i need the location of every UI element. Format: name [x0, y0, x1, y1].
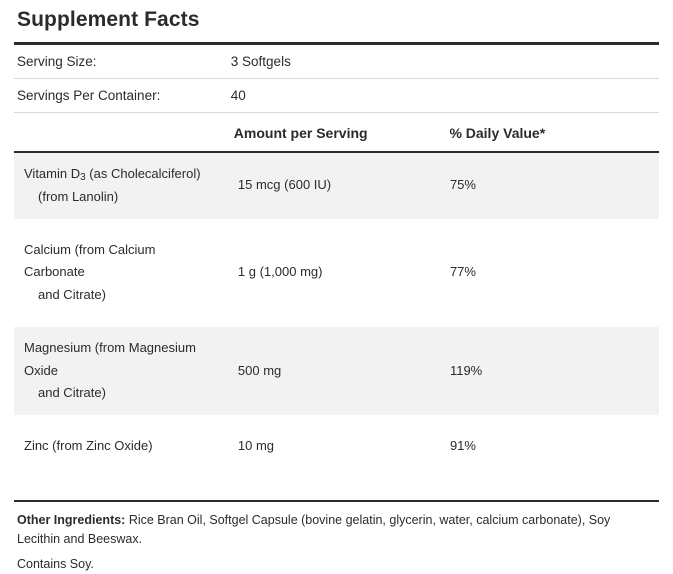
row-gap [14, 219, 659, 229]
column-header-name [14, 113, 231, 151]
nutrient-name [14, 229, 238, 317]
nutrients-table [14, 153, 659, 468]
nutrient-name-line: Carbonate [24, 264, 85, 280]
footer-section [14, 502, 659, 574]
nutrient-daily-value: 75% [449, 177, 476, 193]
nutrient-name-line: Oxide [24, 362, 58, 378]
column-header-row [14, 113, 659, 151]
table-row [14, 79, 659, 112]
row-gap [14, 317, 659, 327]
other-ingredients [17, 511, 656, 550]
servings-per-container-spacer [446, 79, 659, 112]
serving-size-spacer [446, 45, 659, 78]
subscript: 3 [80, 172, 86, 183]
nutrient-name-line: (from Lanolin) [38, 188, 119, 204]
other-ingredients-label: Other Ingredients: [17, 512, 126, 527]
nutrient-daily-value: 91% [449, 438, 476, 453]
row-gap [14, 415, 659, 425]
nutrient-amount: 500 mg [237, 362, 282, 378]
nutrient-name-line: Zinc (from Zinc Oxide) [24, 438, 153, 453]
page-title: Supplement Facts [17, 8, 200, 31]
nutrient-daily-value: 119% [449, 362, 483, 378]
serving-size-label: Serving Size: [17, 54, 97, 69]
footer-gap [14, 468, 659, 500]
nutrient-name-line: and Citrate) [38, 287, 106, 302]
table-row [14, 229, 659, 317]
other-ingredients-text: Rice Bran Oil, Softgel Capsule (bovine gelatin, glycerin, water, calcium carbonate), Soy Lecithin and Beeswax. [17, 512, 611, 547]
table-row [14, 327, 659, 415]
allergen-statement: Contains Soy. [17, 556, 94, 571]
servings-per-container-value: 40 [230, 88, 246, 103]
nutrient-amount: 15 mcg (600 IU) [237, 177, 332, 193]
nutrient-name [14, 425, 238, 468]
table-row [14, 45, 659, 78]
column-header-amount: Amount per Serving [233, 125, 368, 141]
nutrient-name-line: Calcium (from Calcium [24, 241, 156, 257]
nutrient-amount: 10 mg [237, 438, 275, 453]
nutrient-name-line: Vitamin $D_3$ (as Cholecalciferol) [24, 166, 201, 183]
nutrient-amount: 1 g (1,000 mg) [237, 264, 323, 280]
table-row [14, 153, 659, 219]
servings-per-container-label: Servings Per Container: [17, 88, 161, 103]
serving-size-value: 3 Softgels [230, 54, 291, 69]
serving-info-table [14, 45, 659, 151]
nutrient-name [14, 327, 238, 415]
column-header-daily-value: % Daily Value* [449, 125, 546, 141]
nutrient-name [14, 153, 238, 219]
nutrient-name-line: and Citrate) [38, 385, 106, 401]
nutrient-name-line: Magnesium (from Magnesium [24, 339, 196, 355]
table-row [14, 425, 659, 468]
nutrient-daily-value: 77% [449, 264, 476, 280]
